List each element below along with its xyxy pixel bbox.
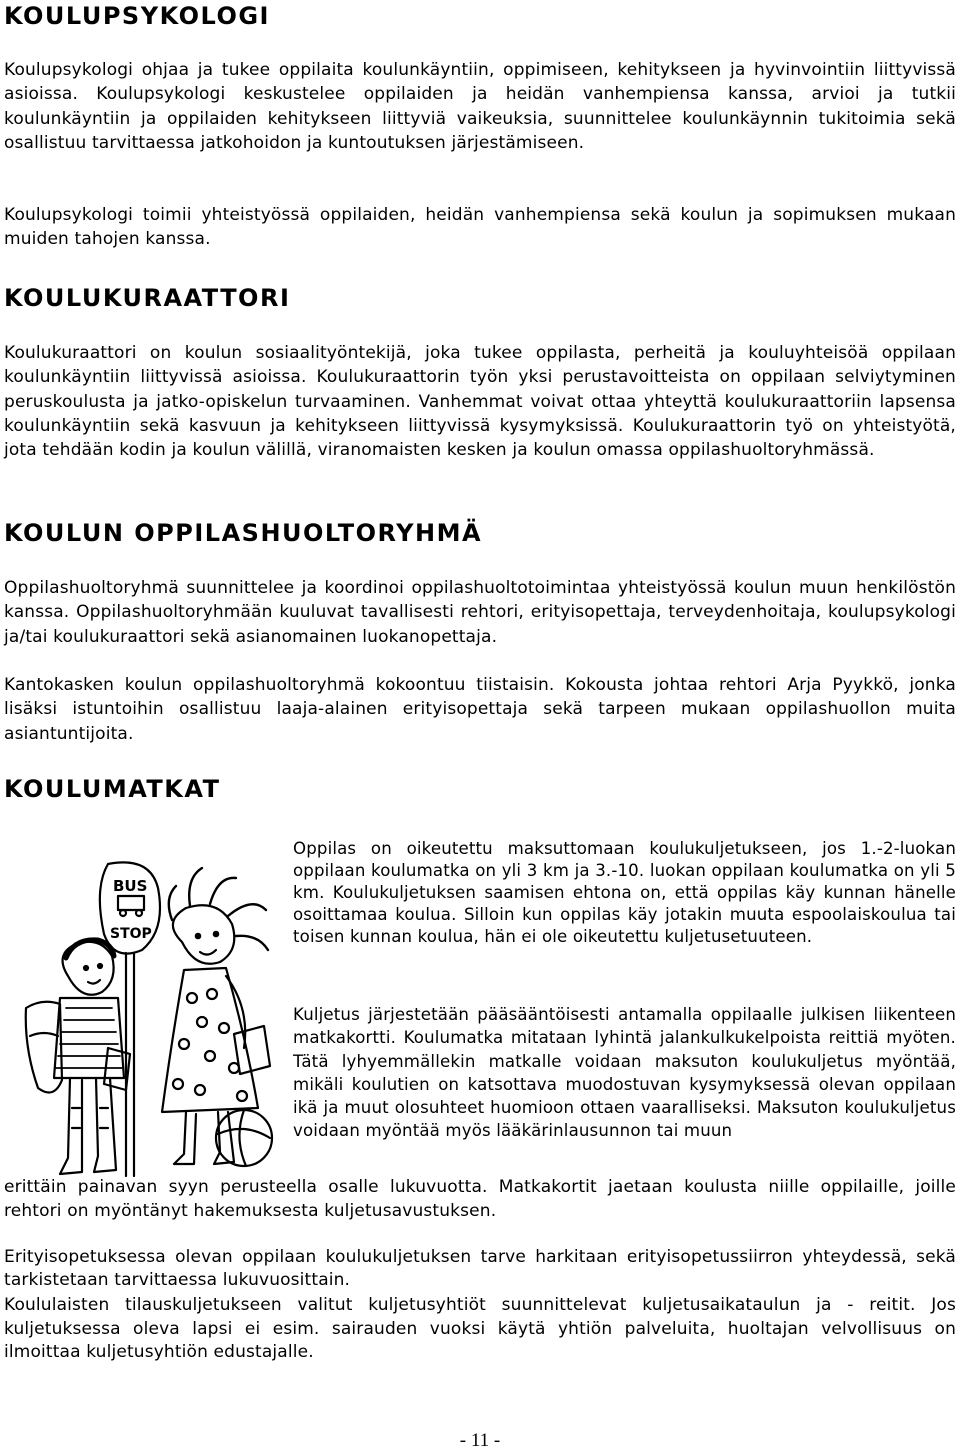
- paragraph-matkat-4: Koululaisten tilauskuljetukseen valitut kuljetusyhtiöt suunnittelevat kuljetusaikataulun ja - reitit. Jos kuljetuksessa oleva lapsi ei esim. sairauden vuoksi käytä yhtiön palveluita, huoltajan velvollisuus on ilmoittaa kuljetusyhtiön edustajalle.: [4, 1295, 956, 1362]
- paragraph-matkat-2b: erittäin painavan syyn perusteella osalle lukuvuotta. Matkakortit jaetaan koulusta niille oppilaille, joille rehtori on myöntänyt hakemuksesta kuljetusavustuksen.: [4, 1177, 956, 1222]
- bus-sign-text: BUS: [113, 877, 148, 895]
- paragraph-matkat-3: Erityisopetuksessa olevan oppilaan koulukuljetuksen tarve harkitaan erityisopetussiirron yhteydessä, sekä tarkistetaan tarvittaessa lukuvuosittain.: [4, 1247, 956, 1290]
- bus-stop-children-illustration: [14, 858, 276, 1178]
- paragraph-matkat-2a: Kuljetus järjestetään pääsääntöisesti antamalla oppilaalle julkisen liikenteen matkakortti. Koulumatka mitataan lyhintä jalankulkukelpoista reittiä myöten. Tätä lyhyemmällekin matkalle voidaan maksuton koulukuljetus myöntää, mikäli koulutien on katsottava muodostuvan kysymyksessä olevan oppilaan ikä ja muut olosuhteet huomioon ottaen vaaralliseksi. Maksuton koulukuljetus voidaan myöntää myös lääkärinlausunnon tai muun: [293, 1005, 956, 1141]
- heading-koulukuraattori: KOULUKURAATTORI: [4, 284, 291, 312]
- stop-sign-text: STOP: [110, 926, 152, 942]
- paragraph-oppilashuolto-1: Oppilashuoltoryhmä suunnittelee ja koordinoi oppilashuoltotoimintaa yhteistyössä koulun muun henkilöstön kanssa. Oppilashuoltoryhmään kuuluvat tavallisesti rehtori, erityisopettaja, terveydenhoitaja, koulupsykologi ja/tai koulukuraattori sekä asianomainen luokanopettaja.: [4, 578, 956, 647]
- heading-oppilashuoltoryhma: KOULUN OPPILASHUOLTORYHMÄ: [4, 519, 483, 547]
- heading-koulumatkat: KOULUMATKAT: [4, 775, 221, 803]
- heading-koulupsykologi: KOULUPSYKOLOGI: [4, 2, 270, 30]
- paragraph-oppilashuolto-2: Kantokasken koulun oppilashuoltoryhmä kokoontuu tiistaisin. Kokousta johtaa rehtori Arja Pyykkö, jonka lisäksi istuntoihin osallistuu laaja-alainen erityisopettaja sekä tarpeen mukaan oppilashuollon muita asiantuntijoita.: [4, 675, 956, 744]
- paragraph-psykologi-2: Koulupsykologi toimii yhteistyössä oppilaiden, heidän vanhempiensa sekä koulun ja sopimuksen mukaan muiden tahojen kanssa.: [4, 205, 956, 250]
- paragraph-matkat-1: Oppilas on oikeutettu maksuttomaan koulukuljetukseen, jos 1.-2-luokan oppilaan koulumatka on yli 3 km ja 3.-10. luokan oppilaan koulumatka on yli 5 km. Koulukuljetuksen saamisen ehtona on, että oppilas käy kunnan hänelle osoittamaa koulua. Silloin kun oppilas käy jotakin muuta espoolaiskoulua tai toisen kunnan koulua, hän ei ole oikeutettu kuljetusetuuteen.: [293, 839, 956, 946]
- page-number: - 11 -: [459, 1430, 501, 1451]
- paragraph-psykologi-1: Koulupsykologi ohjaa ja tukee oppilaita koulunkäyntiin, oppimiseen, kehitykseen ja hyvinvointiin liittyvissä asioissa. Koulupsykologi keskustelee oppilaiden ja heidän vanhempiensa kanssa, arvioi ja tutkii koulunkäyntiin ja oppilaiden kehitykseen liittyviä vaikeuksia, suunnittelee koulunkäynnin tukitoimia sekä osallistuu tarvittaessa jatkohoidon ja kuntoutuksen järjestämiseen.: [4, 60, 956, 153]
- paragraph-kuraattori-1: Koulukuraattori on koulun sosiaalityöntekijä, joka tukee oppilasta, perheitä ja kouluyhteisöä oppilaan koulunkäyntiin liittyvissä asioissa. Koulukuraattorin työn yksi perustavoitteista on oppilaan selviytyminen peruskoulusta ja jatko-opiskelun turvaaminen. Vanhemmat voivat ottaa yhteyttä koulukuraattoriin lapsensa koulunkäyntiin sekä kasvuun ja kehitykseen liittyvissä kysymyksissä. Koulukuraattorin työ on yhteistyötä, jota tehdään kodin ja koulun välillä, viranomaisten kesken ja koulun omassa oppilashuoltoryhmässä.: [4, 343, 956, 461]
